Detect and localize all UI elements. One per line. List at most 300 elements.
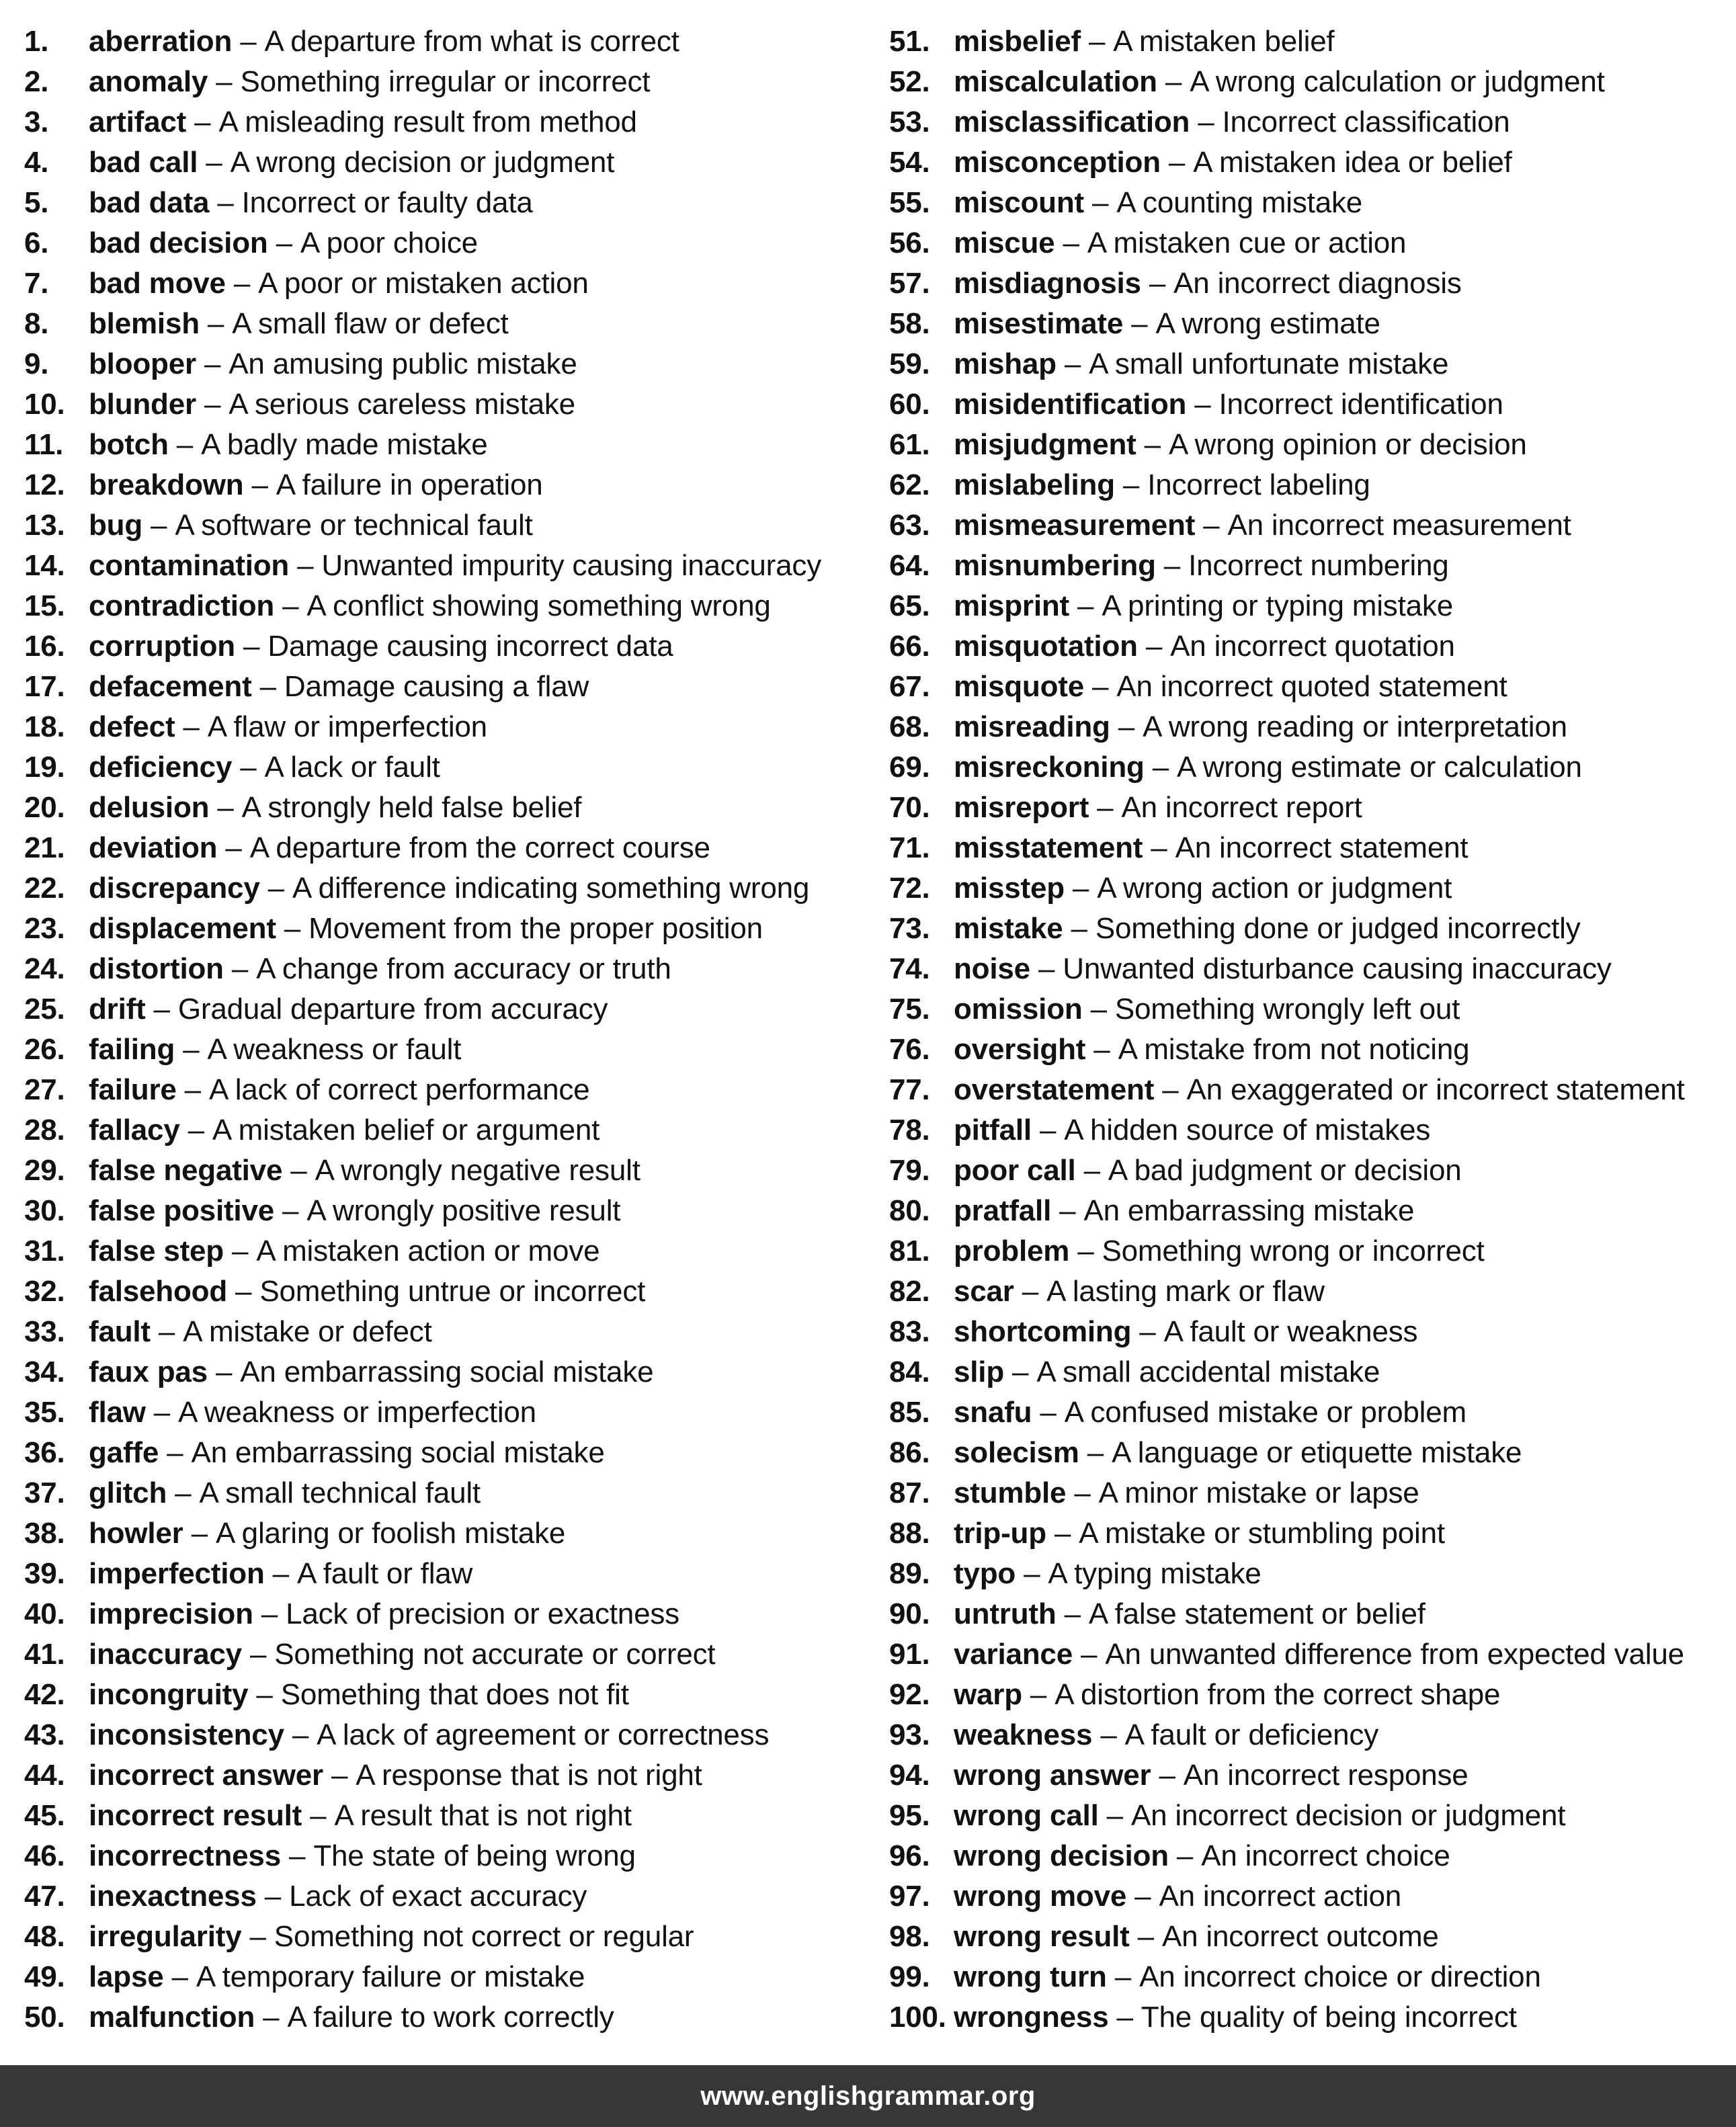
item-number: 57. <box>889 267 930 300</box>
item-number: 47. <box>24 1880 65 1913</box>
item-number: 51. <box>889 25 930 58</box>
item-term: blooper <box>89 347 196 380</box>
item-separator: – <box>289 549 322 582</box>
item-definition: A minor mistake or lapse <box>1098 1476 1419 1509</box>
item-separator: – <box>323 1759 356 1792</box>
list-item <box>24 1151 878 1191</box>
item-separator: – <box>163 1960 196 1993</box>
item-term: blemish <box>89 307 200 340</box>
item-separator: – <box>223 952 257 985</box>
item-number: 16. <box>24 630 65 663</box>
item-definition: An incorrect quotation <box>1170 630 1455 663</box>
item-term: false positive <box>89 1194 274 1227</box>
list-item <box>24 263 878 304</box>
list-item <box>889 183 1729 223</box>
item-definition: An unwanted difference from expected value <box>1105 1638 1684 1671</box>
item-number: 41. <box>24 1638 65 1671</box>
item-separator: – <box>175 710 208 743</box>
item-term: misquote <box>954 670 1084 703</box>
item-number: 50. <box>24 2001 65 2034</box>
item-separator: – <box>1004 1356 1037 1388</box>
list-item <box>889 1876 1729 1917</box>
item-term: failing <box>89 1033 175 1066</box>
item-definition: Movement from the proper position <box>308 912 763 945</box>
item-definition: A mistaken belief or argument <box>212 1114 600 1146</box>
item-definition: An exaggerated or incorrect statement <box>1186 1073 1685 1106</box>
item-term: drift <box>89 993 146 1026</box>
item-definition: An incorrect outcome <box>1161 1920 1439 1953</box>
item-definition: An incorrect decision or judgment <box>1130 1799 1566 1832</box>
list-item <box>24 1917 878 1957</box>
list-item <box>889 1433 1729 1473</box>
item-definition: A wrong estimate or calculation <box>1177 751 1582 784</box>
item-term: solecism <box>954 1436 1079 1469</box>
item-definition: Incorrect identification <box>1218 388 1503 421</box>
list-item <box>24 1392 878 1433</box>
item-term: lapse <box>89 1960 164 1993</box>
list-item <box>24 1433 878 1473</box>
item-definition: A strongly held false belief <box>241 791 582 824</box>
item-number: 6. <box>24 226 49 259</box>
item-definition: A small unfortunate mistake <box>1089 347 1449 380</box>
item-number: 54. <box>889 146 930 179</box>
item-number: 15. <box>24 589 65 622</box>
item-term: misstatement <box>954 831 1143 864</box>
item-number: 84. <box>889 1356 930 1388</box>
item-number: 1. <box>24 25 49 58</box>
item-definition: A hidden source of mistakes <box>1064 1114 1431 1146</box>
item-definition: Something that does not fit <box>280 1678 629 1711</box>
item-term: fallacy <box>89 1114 180 1146</box>
item-definition: A weakness or imperfection <box>178 1396 536 1429</box>
item-definition: A wrong calculation or judgment <box>1190 65 1605 98</box>
item-definition: A confused mistake or problem <box>1064 1396 1466 1429</box>
item-definition: Something not accurate or correct <box>274 1638 716 1671</box>
list-item <box>24 505 878 546</box>
item-separator: – <box>225 267 259 300</box>
item-number: 37. <box>24 1476 65 1509</box>
item-number: 98. <box>889 1920 930 1953</box>
list-item <box>24 1755 878 1796</box>
item-definition: Damage causing incorrect data <box>267 630 673 663</box>
item-number: 99. <box>889 1960 930 1993</box>
item-separator: – <box>1195 509 1228 542</box>
item-definition: A wrong estimate <box>1155 307 1380 340</box>
item-separator: – <box>243 468 276 501</box>
item-separator: – <box>1056 1597 1089 1630</box>
item-term: anomaly <box>89 65 208 98</box>
list-item <box>24 1675 878 1715</box>
item-definition: Something irregular or incorrect <box>240 65 651 98</box>
item-definition: Unwanted impurity causing inaccuracy <box>321 549 821 582</box>
item-number: 17. <box>24 670 65 703</box>
item-number: 4. <box>24 146 49 179</box>
item-number: 67. <box>889 670 930 703</box>
list-item <box>24 868 878 909</box>
item-separator: – <box>1168 1839 1202 1872</box>
item-separator: – <box>1046 1517 1079 1550</box>
item-definition: A counting mistake <box>1116 186 1363 219</box>
item-number: 97. <box>889 1880 930 1913</box>
item-term: overstatement <box>954 1073 1155 1106</box>
item-term: stumble <box>954 1476 1067 1509</box>
item-separator: – <box>196 347 229 380</box>
item-separator: – <box>274 589 307 622</box>
list-item <box>889 1392 1729 1433</box>
item-number: 85. <box>889 1396 930 1429</box>
item-term: defect <box>89 710 175 743</box>
list-item <box>889 1070 1729 1110</box>
item-number: 42. <box>24 1678 65 1711</box>
list-item <box>889 22 1729 62</box>
item-number: 80. <box>889 1194 930 1227</box>
item-number: 34. <box>24 1356 65 1388</box>
item-term: incorrect result <box>89 1799 302 1832</box>
item-definition: A glaring or foolish mistake <box>215 1517 566 1550</box>
item-number: 68. <box>889 710 930 743</box>
list-item <box>24 1715 878 1755</box>
item-definition: A printing or typing mistake <box>1102 589 1453 622</box>
item-term: shortcoming <box>954 1315 1132 1348</box>
list-item <box>889 223 1729 263</box>
footer-bar <box>0 2065 1736 2127</box>
item-separator: – <box>145 1396 179 1429</box>
item-term: incongruity <box>89 1678 249 1711</box>
item-number: 8. <box>24 307 49 340</box>
item-separator: – <box>267 226 300 259</box>
item-definition: A mistaken cue or action <box>1087 226 1407 259</box>
list-item <box>889 62 1729 102</box>
list-item <box>24 1271 878 1312</box>
list-item <box>889 1594 1729 1634</box>
item-number: 28. <box>24 1114 65 1146</box>
item-number: 26. <box>24 1033 65 1066</box>
item-term: defacement <box>89 670 252 703</box>
item-separator: – <box>142 509 175 542</box>
item-separator: – <box>183 1517 216 1550</box>
item-number: 52. <box>889 65 930 98</box>
item-definition: A language or etiquette mistake <box>1112 1436 1522 1469</box>
item-separator: – <box>1082 993 1115 1026</box>
item-separator: – <box>1063 912 1096 945</box>
item-term: misidentification <box>954 388 1187 421</box>
list-item <box>889 989 1729 1030</box>
item-definition: A fault or weakness <box>1163 1315 1418 1348</box>
item-number: 12. <box>24 468 65 501</box>
list-item <box>889 304 1729 344</box>
item-definition: A software or technical fault <box>175 509 533 542</box>
item-separator: – <box>256 1880 290 1913</box>
item-separator: – <box>1085 1033 1118 1066</box>
item-term: problem <box>954 1235 1070 1267</box>
item-separator: – <box>232 25 265 58</box>
list-item <box>889 626 1729 667</box>
list-item <box>889 1917 1729 1957</box>
item-definition: Something wrongly left out <box>1114 993 1460 1026</box>
item-separator: – <box>198 146 231 179</box>
footer-website: www.englishgrammar.org <box>700 2081 1036 2111</box>
list-item <box>24 1634 878 1675</box>
item-number: 53. <box>889 106 930 138</box>
item-term: mislabeling <box>954 468 1115 501</box>
list-item <box>889 142 1729 183</box>
item-definition: Incorrect numbering <box>1188 549 1449 582</box>
list-item <box>889 1151 1729 1191</box>
item-number: 82. <box>889 1275 930 1308</box>
list-item <box>889 1271 1729 1312</box>
item-term: bad call <box>89 146 198 179</box>
item-number: 39. <box>24 1557 65 1590</box>
item-separator: – <box>241 1920 274 1953</box>
item-separator: – <box>1066 1476 1099 1509</box>
list-item <box>24 1110 878 1151</box>
list-item <box>889 788 1729 828</box>
item-definition: The state of being wrong <box>313 1839 636 1872</box>
item-term: typo <box>954 1557 1016 1590</box>
item-definition: A lasting mark or flaw <box>1046 1275 1325 1308</box>
list-item <box>24 1957 878 1997</box>
item-definition: A wrongly negative result <box>315 1154 640 1187</box>
item-term: bad decision <box>89 226 268 259</box>
item-number: 100. <box>889 2001 946 2034</box>
list-item <box>24 1594 878 1634</box>
item-term: corruption <box>89 630 235 663</box>
item-separator: – <box>1089 791 1122 824</box>
item-term: omission <box>954 993 1083 1026</box>
item-separator: – <box>227 1275 260 1308</box>
item-definition: A mistaken action or move <box>256 1235 600 1267</box>
item-definition: A distortion from the correct shape <box>1055 1678 1501 1711</box>
list-item <box>24 1513 878 1554</box>
list-item <box>889 546 1729 586</box>
item-definition: A mistake or defect <box>183 1315 432 1348</box>
item-separator: – <box>284 1718 317 1751</box>
item-definition: A small accidental mistake <box>1036 1356 1380 1388</box>
item-separator: – <box>167 1476 200 1509</box>
item-definition: An incorrect response <box>1183 1759 1469 1792</box>
item-number: 29. <box>24 1154 65 1187</box>
list-item <box>889 505 1729 546</box>
item-number: 89. <box>889 1557 930 1590</box>
list-item <box>24 102 878 142</box>
item-number: 66. <box>889 630 930 663</box>
list-item <box>889 1312 1729 1352</box>
item-number: 36. <box>24 1436 65 1469</box>
list-item <box>889 828 1729 868</box>
item-term: deviation <box>89 831 218 864</box>
item-definition: An incorrect statement <box>1175 831 1469 864</box>
item-term: misclassification <box>954 106 1190 138</box>
list-item <box>24 1836 878 1876</box>
item-term: misdiagnosis <box>954 267 1141 300</box>
item-separator: – <box>248 1678 281 1711</box>
item-definition: Lack of exact accuracy <box>289 1880 587 1913</box>
item-number: 88. <box>889 1517 930 1550</box>
item-definition: An incorrect choice or direction <box>1139 1960 1541 1993</box>
item-term: false negative <box>89 1154 283 1187</box>
item-term: gaffe <box>89 1436 159 1469</box>
item-number: 71. <box>889 831 930 864</box>
list-item <box>24 1796 878 1836</box>
item-separator: – <box>1114 468 1148 501</box>
list-item <box>889 1836 1729 1876</box>
list-item <box>24 1312 878 1352</box>
item-definition: Incorrect labeling <box>1147 468 1370 501</box>
item-separator: – <box>1069 589 1102 622</box>
item-number: 49. <box>24 1960 65 1993</box>
item-separator: – <box>209 791 242 824</box>
item-number: 62. <box>889 468 930 501</box>
item-number: 91. <box>889 1638 930 1671</box>
item-separator: – <box>176 1073 209 1106</box>
item-term: misnumbering <box>954 549 1156 582</box>
item-separator: – <box>1106 1960 1140 1993</box>
item-term: misquotation <box>954 630 1138 663</box>
item-separator: – <box>145 993 178 1026</box>
item-number: 86. <box>889 1436 930 1469</box>
list-item <box>889 1554 1729 1594</box>
item-definition: A result that is not right <box>334 1799 632 1832</box>
item-term: contamination <box>89 549 290 582</box>
list-item <box>889 1231 1729 1271</box>
item-term: pratfall <box>954 1194 1052 1227</box>
list-item <box>24 344 878 384</box>
item-number: 72. <box>889 872 930 905</box>
item-separator: – <box>159 1436 192 1469</box>
item-definition: An embarrassing social mistake <box>191 1436 605 1469</box>
item-definition: Something done or judged incorrectly <box>1095 912 1581 945</box>
item-term: false step <box>89 1235 224 1267</box>
item-number: 74. <box>889 952 930 985</box>
item-separator: – <box>1190 106 1223 138</box>
item-term: miscue <box>954 226 1055 259</box>
item-number: 93. <box>889 1718 930 1751</box>
item-definition: A failure to work correctly <box>287 2001 614 2034</box>
item-definition: A conflict showing something wrong <box>306 589 771 622</box>
item-number: 44. <box>24 1759 65 1792</box>
list-item <box>24 909 878 949</box>
item-term: misreport <box>954 791 1089 824</box>
item-separator: – <box>179 1114 212 1146</box>
item-separator: – <box>232 751 265 784</box>
list-item <box>889 1030 1729 1070</box>
item-definition: An embarrassing social mistake <box>240 1356 654 1388</box>
item-term: botch <box>89 428 169 461</box>
item-definition: The quality of being incorrect <box>1141 2001 1517 2034</box>
list-item <box>889 1957 1729 1997</box>
list-item <box>24 586 878 626</box>
item-separator: – <box>199 307 233 340</box>
item-term: incorrectness <box>89 1839 281 1872</box>
item-number: 64. <box>889 549 930 582</box>
item-separator: – <box>1123 307 1156 340</box>
item-number: 95. <box>889 1799 930 1832</box>
item-definition: Unwanted disturbance causing inaccuracy <box>1063 952 1612 985</box>
item-number: 45. <box>24 1799 65 1832</box>
item-definition: A difference indicating something wrong <box>292 872 810 905</box>
list-item <box>24 304 878 344</box>
item-number: 90. <box>889 1597 930 1630</box>
item-term: glitch <box>89 1476 167 1509</box>
item-term: blunder <box>89 388 196 421</box>
item-number: 55. <box>889 186 930 219</box>
list-item <box>889 1473 1729 1513</box>
item-term: wrong move <box>954 1880 1127 1913</box>
item-separator: – <box>175 1033 208 1066</box>
item-term: malfunction <box>89 2001 255 2034</box>
item-definition: An embarrassing mistake <box>1083 1194 1415 1227</box>
list-item <box>24 1876 878 1917</box>
item-separator: – <box>241 1638 275 1671</box>
item-term: misjudgment <box>954 428 1136 461</box>
item-definition: A weakness or fault <box>207 1033 462 1066</box>
item-number: 13. <box>24 509 65 542</box>
list-item <box>889 1634 1729 1675</box>
item-separator: – <box>209 186 242 219</box>
item-definition: A temporary failure or mistake <box>196 1960 585 1993</box>
item-number: 46. <box>24 1839 65 1872</box>
item-number: 94. <box>889 1759 930 1792</box>
list-item <box>24 1070 878 1110</box>
item-number: 25. <box>24 993 65 1026</box>
item-term: discrepancy <box>89 872 260 905</box>
item-definition: Gradual departure from accuracy <box>177 993 608 1026</box>
list-item <box>889 425 1729 465</box>
item-separator: – <box>253 1597 286 1630</box>
item-separator: – <box>1144 751 1177 784</box>
item-number: 23. <box>24 912 65 945</box>
item-separator: – <box>1080 25 1114 58</box>
item-number: 11. <box>24 428 64 461</box>
item-term: variance <box>954 1638 1073 1671</box>
item-separator: – <box>1075 1154 1108 1187</box>
item-number: 78. <box>889 1114 930 1146</box>
item-number: 9. <box>24 347 49 380</box>
item-definition: A change from accuracy or truth <box>256 952 671 985</box>
item-separator: – <box>1051 1194 1084 1227</box>
item-definition: A departure from what is correct <box>264 25 679 58</box>
item-term: wrong call <box>954 1799 1099 1832</box>
item-term: pitfall <box>954 1114 1032 1146</box>
item-separator: – <box>1092 1718 1125 1751</box>
item-term: mishap <box>954 347 1057 380</box>
item-number: 83. <box>889 1315 930 1348</box>
item-term: flaw <box>89 1396 146 1429</box>
item-number: 77. <box>889 1073 930 1106</box>
item-number: 10. <box>24 388 65 421</box>
list-item <box>889 384 1729 425</box>
item-number: 27. <box>24 1073 65 1106</box>
item-separator: – <box>1126 1880 1159 1913</box>
item-term: contradiction <box>89 589 275 622</box>
word-list-right-column <box>889 22 1729 2038</box>
list-item <box>24 1231 878 1271</box>
item-number: 70. <box>889 791 930 824</box>
list-item <box>889 909 1729 949</box>
item-term: inconsistency <box>89 1718 284 1751</box>
item-definition: Incorrect or faulty data <box>241 186 533 219</box>
item-separator: – <box>251 670 284 703</box>
item-separator: – <box>264 1557 297 1590</box>
list-item <box>889 1110 1729 1151</box>
item-number: 32. <box>24 1275 65 1308</box>
item-term: imprecision <box>89 1597 253 1630</box>
list-item <box>889 1997 1729 2038</box>
item-definition: Lack of precision or exactness <box>286 1597 679 1630</box>
item-term: misreckoning <box>954 751 1145 784</box>
list-item <box>24 1473 878 1513</box>
word-list-left-column <box>24 22 878 2038</box>
